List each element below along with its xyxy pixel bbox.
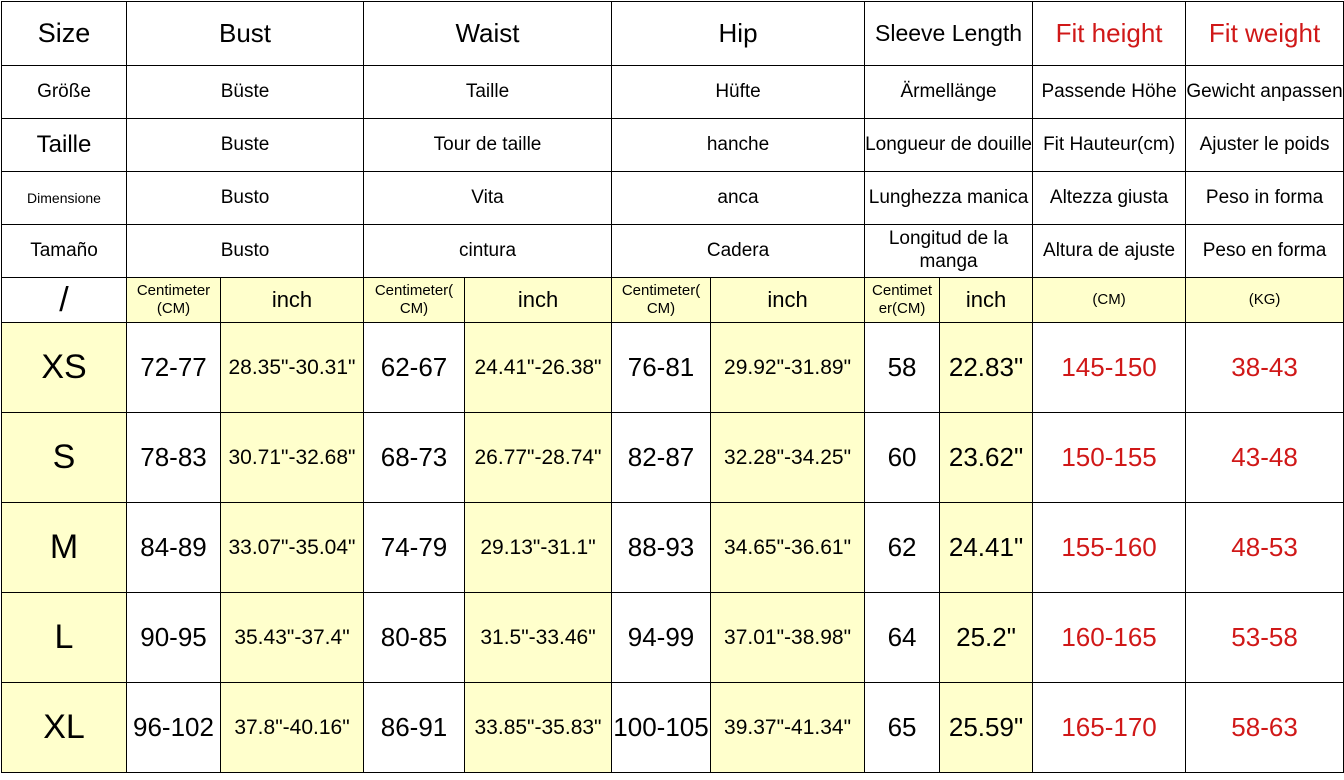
hip-cm-value: 88-93: [612, 503, 711, 593]
fit-weight-value: 38-43: [1186, 323, 1344, 413]
unit-slash: /: [2, 278, 127, 323]
translation-hip: anca: [612, 172, 865, 225]
bust-cm-value: 84-89: [127, 503, 221, 593]
translation-hip: hanche: [612, 119, 865, 172]
translation-height: Fit Hauteur(cm): [1033, 119, 1186, 172]
fit-height-value: 155-160: [1033, 503, 1186, 593]
sleeve-cm-value: 58: [865, 323, 940, 413]
translation-waist: cintura: [364, 225, 612, 278]
sleeve-cm-value: 62: [865, 503, 940, 593]
header-fit-height: Fit height: [1033, 2, 1186, 66]
translation-size: Größe: [2, 66, 127, 119]
hip-cm-value: 82-87: [612, 413, 711, 503]
waist-cm-value: 62-67: [364, 323, 465, 413]
header-fit-weight: Fit weight: [1186, 2, 1344, 66]
waist-inch-value: 33.85"-35.83": [465, 683, 612, 773]
translation-height: Passende Höhe: [1033, 66, 1186, 119]
translation-weight: Gewicht anpassen: [1186, 66, 1344, 119]
sleeve-cm-value: 64: [865, 593, 940, 683]
size-row-l: [2, 593, 1344, 683]
bust-inch-value: 37.8"-40.16": [221, 683, 364, 773]
header-sleeve-length: Sleeve Length: [865, 2, 1033, 66]
bust-inch-value: 28.35"-30.31": [221, 323, 364, 413]
waist-inch-value: 31.5"-33.46": [465, 593, 612, 683]
size-row-xs: [2, 323, 1344, 413]
bust-cm-value: 96-102: [127, 683, 221, 773]
translation-sleeve: Longitud de la manga: [865, 225, 1033, 278]
unit-waist-inch: inch: [465, 278, 612, 323]
translation-weight: Peso en forma: [1186, 225, 1344, 278]
fit-weight-value: 48-53: [1186, 503, 1344, 593]
unit-bust-cm: Centimeter (CM): [127, 278, 221, 323]
translation-waist: Tour de taille: [364, 119, 612, 172]
sleeve-inch-value: 23.62": [940, 413, 1033, 503]
unit-sleeve-cm: Centimet er(CM): [865, 278, 940, 323]
translation-height: Altezza giusta: [1033, 172, 1186, 225]
size-label: L: [2, 593, 127, 683]
unit-weight: (KG): [1186, 278, 1344, 323]
hip-cm-value: 94-99: [612, 593, 711, 683]
size-row-m: [2, 503, 1344, 593]
unit-hip-cm: Centimeter( CM): [612, 278, 711, 323]
hip-inch-value: 32.28"-34.25": [711, 413, 865, 503]
translation-sleeve: Ärmellänge: [865, 66, 1033, 119]
translation-height: Altura de ajuste: [1033, 225, 1186, 278]
waist-inch-value: 24.41"-26.38": [465, 323, 612, 413]
translation-bust: Büste: [127, 66, 364, 119]
translation-weight: Ajuster le poids: [1186, 119, 1344, 172]
bust-inch-value: 35.43"-37.4": [221, 593, 364, 683]
translation-row-french: [2, 119, 1344, 172]
fit-weight-value: 53-58: [1186, 593, 1344, 683]
translation-sleeve: Lunghezza manica: [865, 172, 1033, 225]
hip-inch-value: 34.65"-36.61": [711, 503, 865, 593]
size-label: XS: [2, 323, 127, 413]
bust-cm-value: 90-95: [127, 593, 221, 683]
translation-bust: Busto: [127, 225, 364, 278]
hip-inch-value: 37.01"-38.98": [711, 593, 865, 683]
waist-inch-value: 29.13"-31.1": [465, 503, 612, 593]
bust-inch-value: 30.71"-32.68": [221, 413, 364, 503]
translation-waist: Taille: [364, 66, 612, 119]
unit-height: (CM): [1033, 278, 1186, 323]
size-chart-table: [1, 1, 1344, 773]
hip-inch-value: 29.92"-31.89": [711, 323, 865, 413]
header-row: [2, 2, 1344, 66]
header-size: Size: [2, 2, 127, 66]
waist-inch-value: 26.77"-28.74": [465, 413, 612, 503]
waist-cm-value: 74-79: [364, 503, 465, 593]
translation-bust: Busto: [127, 172, 364, 225]
sleeve-inch-value: 25.59": [940, 683, 1033, 773]
unit-hip-inch: inch: [711, 278, 865, 323]
header-hip: Hip: [612, 2, 865, 66]
hip-cm-value: 76-81: [612, 323, 711, 413]
hip-cm-value: 100-105: [612, 683, 711, 773]
waist-cm-value: 86-91: [364, 683, 465, 773]
unit-waist-cm: Centimeter( CM): [364, 278, 465, 323]
translation-row-italian: [2, 172, 1344, 225]
translation-hip: Cadera: [612, 225, 865, 278]
fit-height-value: 145-150: [1033, 323, 1186, 413]
waist-cm-value: 80-85: [364, 593, 465, 683]
size-label: XL: [2, 683, 127, 773]
translation-size: Dimensione: [2, 172, 127, 225]
size-row-xl: [2, 683, 1344, 773]
translation-sleeve: Longueur de douille: [865, 119, 1033, 172]
size-label: M: [2, 503, 127, 593]
bust-cm-value: 72-77: [127, 323, 221, 413]
translation-bust: Buste: [127, 119, 364, 172]
translation-waist: Vita: [364, 172, 612, 225]
size-label: S: [2, 413, 127, 503]
fit-height-value: 160-165: [1033, 593, 1186, 683]
hip-inch-value: 39.37"-41.34": [711, 683, 865, 773]
translation-row-german: [2, 66, 1344, 119]
translation-row-spanish: [2, 225, 1344, 278]
size-rows: [2, 323, 1344, 773]
translation-weight: Peso in forma: [1186, 172, 1344, 225]
header-waist: Waist: [364, 2, 612, 66]
size-row-s: [2, 413, 1344, 503]
unit-sleeve-inch: inch: [940, 278, 1033, 323]
sleeve-inch-value: 25.2": [940, 593, 1033, 683]
sleeve-inch-value: 24.41": [940, 503, 1033, 593]
fit-weight-value: 43-48: [1186, 413, 1344, 503]
header-bust: Bust: [127, 2, 364, 66]
waist-cm-value: 68-73: [364, 413, 465, 503]
fit-height-value: 150-155: [1033, 413, 1186, 503]
fit-weight-value: 58-63: [1186, 683, 1344, 773]
unit-bust-inch: inch: [221, 278, 364, 323]
translation-hip: Hüfte: [612, 66, 865, 119]
sleeve-cm-value: 60: [865, 413, 940, 503]
unit-row: [2, 278, 1344, 323]
bust-inch-value: 33.07"-35.04": [221, 503, 364, 593]
bust-cm-value: 78-83: [127, 413, 221, 503]
sleeve-cm-value: 65: [865, 683, 940, 773]
sleeve-inch-value: 22.83": [940, 323, 1033, 413]
fit-height-value: 165-170: [1033, 683, 1186, 773]
translation-size: Taille: [2, 119, 127, 172]
translation-size: Tamaño: [2, 225, 127, 278]
